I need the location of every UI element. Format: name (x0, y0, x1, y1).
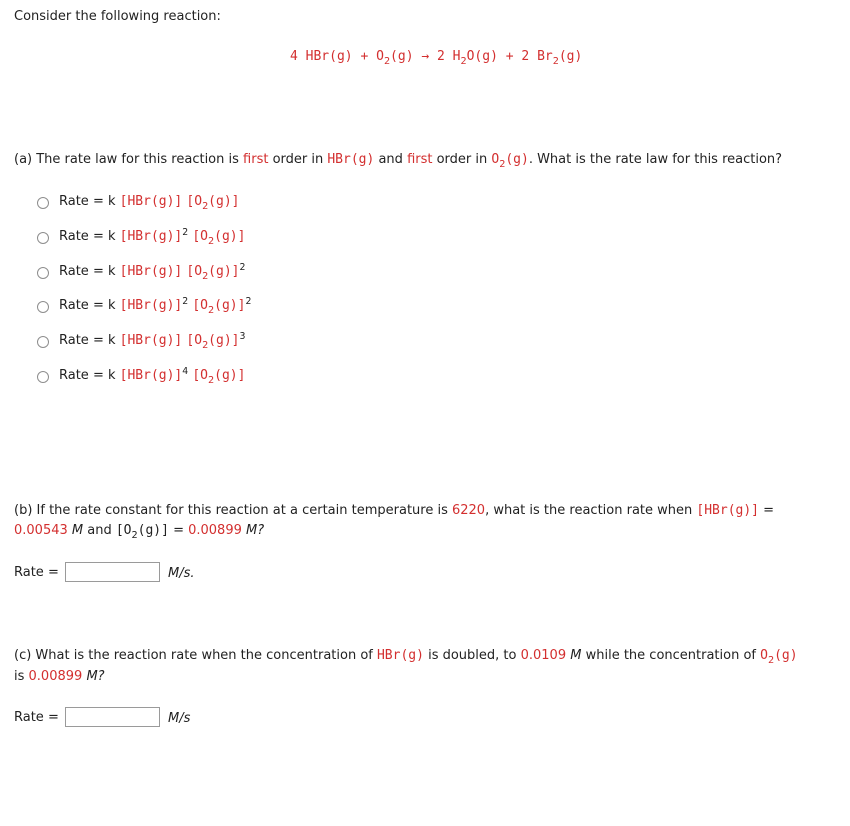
species-o2: $O_2(g)$ (376, 49, 414, 67)
o2-exponent: 2 (239, 262, 246, 274)
hbr-concentration-value: 0.00543 (14, 523, 68, 538)
intro-text: Consider the following reaction: (14, 9, 221, 24)
species-o2: $O_2(g)$ (760, 648, 798, 666)
option-radio-5[interactable] (37, 336, 49, 348)
rate-label-b: Rate = (14, 565, 59, 580)
species-o2: $O_2(g)$ (491, 152, 529, 170)
reaction-equation (290, 49, 583, 67)
plus-sign: + (360, 49, 369, 64)
option-radio-1[interactable] (37, 197, 49, 209)
rate-unit-c: M/s (168, 711, 191, 726)
option-label-6: Rate = k $[HBr(g)]^4$ $[O_2(g)]$ (59, 366, 246, 386)
o2-exponent: 2 (245, 296, 252, 308)
o2-exponent: 3 (239, 331, 246, 343)
species-hbr: HBr(g) (327, 152, 375, 167)
o2-concentration-label: $[O_2(g)]$ (115, 523, 169, 541)
hbr-concentration-label: [HBr(g)] (696, 503, 760, 518)
species-br2: $Br_2(g)$ (537, 49, 583, 67)
option-label-5: Rate = k [HBr(g)] $[O_2(g)]^3$ (59, 331, 246, 351)
option-radio-6[interactable] (37, 371, 49, 383)
option-radio-2[interactable] (37, 232, 49, 244)
coef-hbr: 4 (290, 49, 298, 64)
option-label-1: Rate = k [HBr(g)] $[O_2(g)]$ (59, 194, 240, 212)
hbr-exponent: 2 (182, 227, 189, 239)
rate-constant-value: 6220 (451, 503, 486, 518)
option-label-2: Rate = k $[HBr(g)]^2$ $[O_2(g)]$ (59, 227, 246, 247)
hbr-exponent: 2 (182, 296, 189, 308)
rate-unit-b: M/s. (168, 566, 195, 581)
coef-br2: 2 (521, 49, 530, 64)
coef-h2o: 2 (437, 49, 445, 64)
order-hbr: first (243, 152, 269, 167)
option-radio-3[interactable] (37, 267, 49, 279)
species-hbr: HBr(g) (376, 648, 424, 663)
order-o2: first (407, 152, 433, 167)
species-hbr: HBr(g) (305, 49, 353, 64)
reaction-arrow: → (421, 49, 430, 64)
plus-sign: + (505, 49, 514, 64)
rate-label-c: Rate = (14, 710, 59, 725)
part-c-question: (c) What is the reaction rate when the concentration of HBr(g) is doubled, to 0.0109 M while the concentration of $O_2(g)$ is 0.00899 M? (14, 648, 798, 684)
o2-concentration-value: 0.00899 (28, 669, 83, 684)
part-b-question: (b) If the rate constant for this reaction at a certain temperature is 6220, what is the reaction rate when [HBr(g)] = 0.00543 M and $[O_2(g)] = 0.00899$ M? (14, 503, 775, 541)
rate-input-b[interactable] (65, 562, 160, 582)
hbr-exponent: 4 (182, 366, 189, 378)
part-a-question: (a) The rate law for this reaction is first order in HBr(g) and first order in $O_2(g)$. What is the rate law for this reaction? (14, 152, 783, 170)
hbr-doubled-value: 0.0109 (520, 648, 567, 663)
o2-concentration-value: 0.00899 (188, 523, 242, 538)
rate-input-c[interactable] (65, 707, 160, 727)
option-label-3: Rate = k [HBr(g)] $[O_2(g)]^2$ (59, 262, 246, 282)
option-label-4: Rate = k $[HBr(g)]^2$ $[O_2(g)]^2$ (59, 296, 252, 316)
species-h2o: $H_2O(g)$ (452, 49, 498, 67)
option-radio-4[interactable] (37, 301, 49, 313)
